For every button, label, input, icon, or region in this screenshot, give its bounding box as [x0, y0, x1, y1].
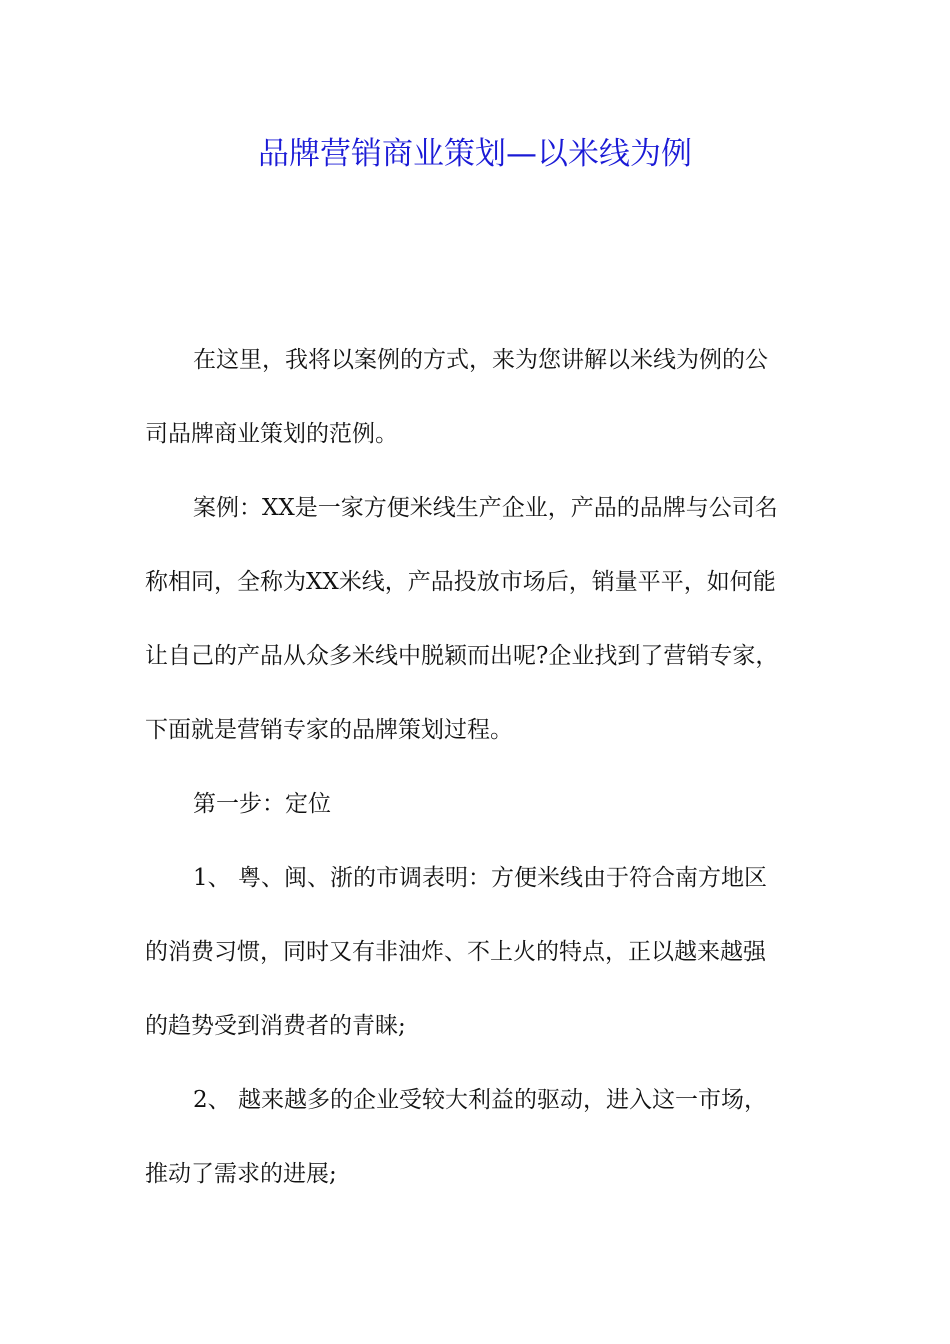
list-item-1-line: 的消费习惯，同时又有非油炸、不上火的特点，正以越来越强	[145, 939, 766, 965]
document-title: 品牌营销商业策划—以米线为例	[258, 136, 692, 172]
list-item-2-line: 推动了需求的进展;	[145, 1161, 337, 1187]
list-item-2-line: 2、 越来越多的企业受较大利益的驱动，进入这一市场，	[193, 1087, 767, 1113]
paragraph-line: 案例：XX是一家方便米线生产企业，产品的品牌与公司名	[193, 495, 778, 521]
list-item-1-line: 1、 粤、闽、浙的市调表明：方便米线由于符合南方地区	[193, 865, 767, 891]
paragraph-line: 在这里，我将以案例的方式，来为您讲解以米线为例的公	[193, 347, 768, 373]
list-item-1-line: 的趋势受到消费者的青睐;	[145, 1013, 406, 1039]
paragraph-line: 下面就是营销专家的品牌策划过程。	[145, 717, 513, 743]
section-heading: 第一步：定位	[193, 791, 331, 817]
paragraph-line: 让自己的产品从众多米线中脱颖而出呢?企业找到了营销专家，	[145, 643, 779, 669]
paragraph-line: 称相同，全称为XX米线，产品投放市场后，销量平平，如何能	[145, 569, 776, 595]
paragraph-line: 司品牌商业策划的范例。	[145, 421, 398, 447]
